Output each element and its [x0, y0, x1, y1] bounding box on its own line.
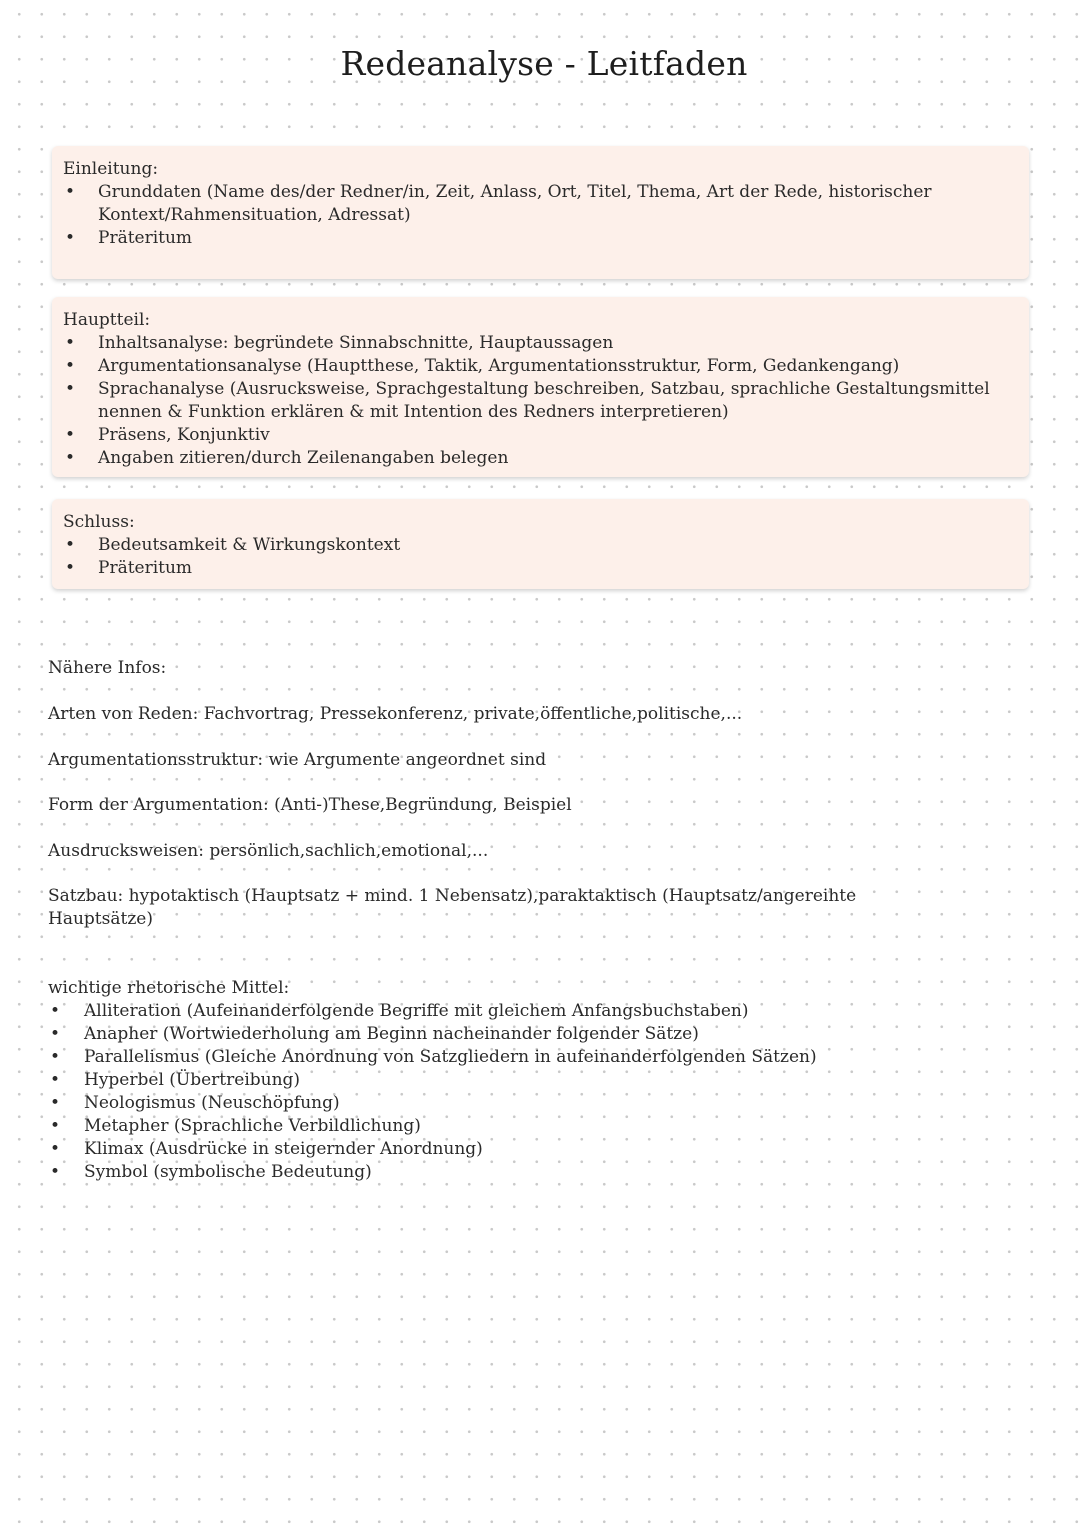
schluss-list [63, 534, 1015, 580]
bullet-icon: • [64, 448, 76, 468]
bullet-icon: • [49, 1001, 61, 1021]
bullet-icon: • [49, 1070, 61, 1090]
list-item-text: Bedeutsamkeit & Wirkungskontext [98, 535, 401, 555]
bullet-icon: • [64, 425, 76, 445]
bullet-icon: • [64, 356, 76, 376]
list-item [63, 181, 1015, 227]
list-item-text: Präsens, Konjunktiv [98, 425, 270, 445]
list-item-text: Alliteration (Aufeinanderfolgende Begriffe mit gleichem Anfangsbuchstaben) [84, 1001, 749, 1021]
infos-paragraph: Form der Argumentation: (Anti-)These,Begründung, Beispiel [48, 795, 572, 815]
hauptteil-heading: Hauptteil: [63, 310, 151, 330]
list-item-text: Anapher (Wortwiederholung am Beginn nacheinander folgender Sätze) [84, 1024, 699, 1044]
rhetorik-heading: wichtige rhetorische Mittel: [48, 978, 290, 998]
schluss-heading: Schluss: [63, 512, 135, 532]
bullet-icon: • [49, 1024, 61, 1044]
list-item [63, 378, 1015, 424]
list-item-text: Angaben zitieren/durch Zeilenangaben belegen [98, 448, 509, 468]
infos-paragraph: Argumentationsstruktur: wie Argumente angeordnet sind [48, 750, 547, 770]
list-item-text: Grunddaten (Name des/der Redner/in, Zeit, Anlass, Ort, Titel, Thema, Art der Rede, historischer Kontext/Rahmensituation, Adressat) [98, 182, 932, 225]
bullet-icon: • [64, 228, 76, 248]
page-title: Redeanalyse - Leitfaden [340, 44, 748, 83]
list-item-text: Metapher (Sprachliche Verbildlichung) [84, 1116, 421, 1136]
bullet-icon: • [64, 535, 76, 555]
list-item [48, 1000, 1008, 1023]
list-item [63, 424, 1015, 447]
list-item [63, 227, 1015, 250]
schluss-box [52, 499, 1029, 589]
list-item [48, 1023, 1008, 1046]
list-item-text: Hyperbel (Übertreibung) [84, 1070, 301, 1090]
infos-paragraph: Arten von Reden: Fachvortrag, Pressekonferenz, private,öffentliche,politische,... [48, 704, 743, 724]
list-item [48, 1092, 1008, 1115]
bullet-icon: • [49, 1139, 61, 1159]
list-item-text: Inhaltsanalyse: begründete Sinnabschnitte, Hauptaussagen [98, 333, 614, 353]
list-item [63, 355, 1015, 378]
list-item-text: Klimax (Ausdrücke in steigernder Anordnung) [84, 1139, 483, 1159]
infos-paragraph: Ausdrucksweisen: persönlich,sachlich,emotional,... [48, 841, 489, 861]
list-item-text: Parallelismus (Gleiche Anordnung von Satzgliedern in aufeinanderfolgenden Sätzen) [84, 1047, 817, 1067]
list-item-text: Sprachanalyse (Ausrucksweise, Sprachgestaltung beschreiben, Satzbau, sprachliche Gestaltungsmittel nennen & Funktion erklären & mit Intention des Redners interpretieren) [98, 379, 990, 422]
list-item-text: Präteritum [98, 228, 193, 248]
list-item [48, 1046, 1008, 1069]
list-item [63, 534, 1015, 557]
bullet-icon: • [49, 1047, 61, 1067]
list-item [48, 1069, 1008, 1092]
rhetorik-section [48, 977, 1008, 1184]
hauptteil-box [52, 297, 1029, 477]
list-item-text: Neologismus (Neuschöpfung) [84, 1093, 340, 1113]
hauptteil-list [63, 332, 1015, 470]
list-item [48, 1161, 1008, 1184]
rhetorik-list [48, 1000, 1008, 1184]
list-item [48, 1138, 1008, 1161]
list-item [63, 332, 1015, 355]
infos-paragraph: Satzbau: hypotaktisch (Hauptsatz + mind. 1 Nebensatz),paraktaktisch (Hauptsatz/angereihte Hauptsätze) [48, 886, 857, 929]
bullet-icon: • [64, 558, 76, 578]
list-item-text: Präteritum [98, 558, 193, 578]
list-item [48, 1115, 1008, 1138]
list-item [63, 447, 1015, 470]
list-item-text: Symbol (symbolische Bedeutung) [84, 1162, 372, 1182]
einleitung-box [52, 146, 1029, 279]
einleitung-heading: Einleitung: [63, 159, 159, 179]
bullet-icon: • [49, 1116, 61, 1136]
bullet-icon: • [64, 379, 76, 399]
list-item [63, 557, 1015, 580]
bullet-icon: • [49, 1162, 61, 1182]
bullet-icon: • [64, 182, 76, 202]
infos-heading: Nähere Infos: [48, 658, 167, 678]
einleitung-list [63, 181, 1015, 250]
bullet-icon: • [64, 333, 76, 353]
bullet-icon: • [49, 1093, 61, 1113]
list-item-text: Argumentationsanalyse (Hauptthese, Taktik, Argumentationsstruktur, Form, Gedankengang) [98, 356, 900, 376]
